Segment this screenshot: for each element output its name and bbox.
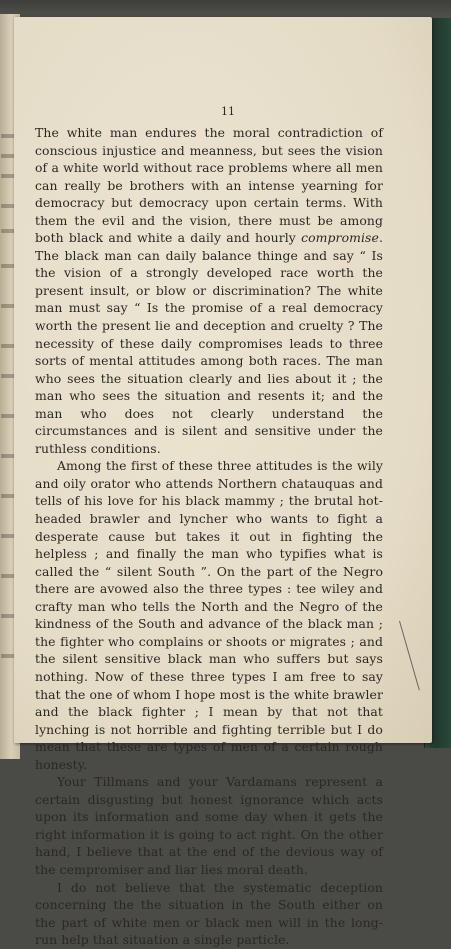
page-number: 11 bbox=[221, 105, 235, 118]
page-body bbox=[35, 124, 383, 949]
paragraph-4: I do not believe that the systematic deception concerning the the situation in the South either on the part of white men or black men will in the long-run help that situation a single particle. bbox=[35, 879, 383, 948]
paragraph-1-text-a: The white man endures the moral contradiction of conscious injustice and meanness, but sees the vision of a white world without race problems where all men can really be brothers with an intense yearning for democracy but democracy upon certain terms. With them the evil and the vision, there must be among both black and white a daily and hourly bbox=[35, 125, 383, 246]
pencil-margin-mark bbox=[399, 621, 420, 690]
paragraph-2: Among the first of these three attitudes is the wily and oily orator who attends Northern chatauquas and tells of his love for his black mammy ; the brutal hot-headed brawler and lyncher who wants to fight a desperate cause but takes it out in fighting the helpless ; and finally the man who typifies what is called the “ silent South ”. On the part of the Negro there are avowed also the three types : tee wiley and crafty man who tells the North and the Negro of the kindness of the South and advance of the black man ; the fighter who complains or shoots or migrates ; and the silent sensitive black man who suffers but says nothing. Now of these three types I am free to say that the one of whom I hope most is the white brawler and the black fighter ; I mean by that not that lynching is not horrible and fighting terrible but I do mean that these are types of men of a certain rough honesty. bbox=[35, 458, 383, 772]
book-page bbox=[14, 17, 432, 948]
paragraph-1-text-b: . The black man can daily balance thinge and say “ Is the vision of a strongly developed race worth the present insult, or blow or discrimination? The white man must say “ Is the promise of a real democracy worth the present lie and deception and cruelty ? The necessity of these daily compromises leads to three sorts of mental attitudes among both races. The man who sees the situation clearly and lies about it ; the man who sees the situation and resents it; and the man who does not clearly understand the circumstances and is silent and sensitive under the ruthless conditions. bbox=[35, 230, 383, 456]
paragraph-3: Your Tillmans and your Vardamans represent a certain disgusting but honest ignorance which acts upon its information and some day when it gets the right information it is going to act right. On the other hand, I believe that at the end of the devious way of the cempromiser and liar lies moral death. bbox=[35, 774, 383, 877]
emphasized-word: compromise bbox=[301, 230, 379, 246]
paragraph-1 bbox=[35, 124, 383, 457]
